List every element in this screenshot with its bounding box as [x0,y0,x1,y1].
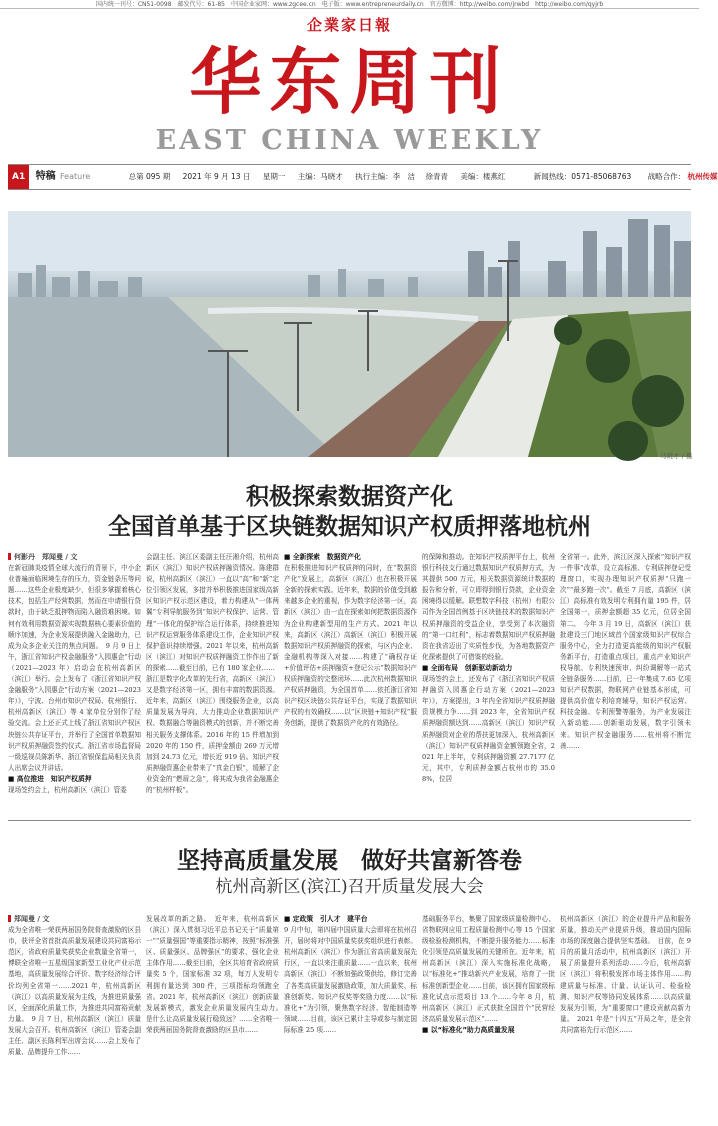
article2-subhead-1: ■ 定政策 引人才 建平台 [284,915,368,923]
article1-subhead-1: ■ 高位推进 知识产权质押 [8,774,92,783]
issue-weekday: 星期一 [262,172,286,181]
brand-name: 企業家日報 [306,16,392,34]
article2-paragraph-1: 成为全省唯一荣获两届国务院督查激励的区县市，获评全省首批高质量发展建设共同富裕示范区，省政府质量奖获奖企业数量全省第一，博联全省唯一五星级国家新型工业化产业示范基地，高质量发展综合评价、数字经济综合评价均列全省第一……2021 年，杭州高新区（滨江）以高质量发展为主线，为推进质量强区，全面深化质量工作，为推进共同富裕贡献力量。 9 月 7 日，杭州高新区（滨江）质量发展大会召开。杭州高新区（滨江）管委会副主任、副区长陈利军出席会议……会上发布了质量、品牌提升工作…… [8,926,141,1057]
riverside-photo [8,211,691,457]
article2-paragraph-2: 发展改革的新之路。 近年来，杭州高新区（滨江）深入贯彻习近平总书记关于“质量第一”“质量强国”等重要指示精神，按照“标准强区、质量强区、品牌强区”的要求，强化企业主体作用……截至目前，全区共培育省政府质量奖 5 个，国家标准 32 项，每万人发明专利拥有量达到 300 件，三项指标均领跑全省。2021 年，杭州高新区（滨江）创新质量发展新模式，激发企业质量发展内生动力。 是什么让高质量发展行稳致远？……全省唯一荣获两届国务院督查激励的区县市…… [146,915,286,1034]
partner-name: 杭州传媒 [687,172,718,181]
article2-column-4 [422,914,555,1122]
article1-paragraph-3: 在积极推进知识产权质押的同时，在“数据资产化”发展上，高新区（滨江）也在积极开展全新的探索实践。近年来，数据的价值受到越来越多企业的重视，作为数字经济第一区，高新区（滨江）由一直在探索如何把数据资源作为企业构建新型用的生产方式。2021 年以来，高新区（滨江）高新区（滨江）积极开展数据知识产权质押融资的探索，与区内企业、金融机构等深入对接……构建了“确权存证+价值评估+质押融资+登记公示”数据知识产权质押融资的完整闭环……此次杭州数据知识产权质押融资，为全国首单……依托浙江省知识产权区块链公共存证平台，实现了数据知识产权的有效确权……以“区块链+知识产权”服务创新，提供了数据资产化的有效路径。 [284,564,417,728]
article1-subhead-2: ■ 全新探索 数据资产化 [284,553,361,561]
writers: 徐青青 [425,172,449,181]
partner-label: 战略合作： [647,172,686,181]
article1-column-3 [284,552,417,812]
article1-column-4 [422,552,555,812]
article1-column-1 [8,552,141,812]
article1-paragraph-4: 的保障和推动。在知识产权质押平台上，杭州银行科技支行通过数据知识产权质押方式，为其提供 500 万元，相关数据资源统计数据的报告和分析，可立即得到银行贷款，企业资金困境得以缓解。联想数字科技（杭州）有限公司作为全国首例基于区块链技术的数据知识产权质押融资的受益企业，享受到了本次融资的“第一口红利”，标志着数据知识产权质押融资在我省迈出了实质性步伐，为各地数据资产化探索提供了可借鉴的经验。 [422,553,555,661]
article1-paragraph-2b: 浙江是数字化改革的先行省，高新区（滨江）又是数字经济第一区，拥有丰富的数据资源。近年来，高新区（滨江）围绕服务企业，以高质量发展为导向，大力推动企业数据知识产权、数据融合等融资模式的创新，并不断完善相关服务支撑体系。2016 年的 15 件增加到 2020 年的 150 件，质押金额由 269 万元增加到 24.73 亿元，增长近 919 倍。知识产权质押融资惠企业带来了“真金白银”，缓解了企业资金的“燃眉之急”，将其成为我省金融惠企的“杭州样板”。 [146,675,279,794]
headline-sub: 全国首单基于区块链数据知识产权质押落地杭州 [108,514,591,540]
article1-subhead-3: ■ 全面布局 创新驱动新动力 [422,663,513,672]
article2-column-2 [146,914,286,1122]
article1-paragraph-1b: 现场签约会上，杭州高新区（滨江）管委 [8,785,127,794]
photo-caption: 马晓才 / 摄 [660,452,693,460]
article2-subhead-2: ■ 以“标准化”助力高质量发展 [422,1025,515,1034]
masthead-english: EAST CHINA WEEKLY [155,125,544,156]
article2-column-5 [560,914,691,1122]
info-bar [8,164,718,190]
news-hotline: 新闻热线：0571-85068763 [533,172,632,181]
article2-paragraph-3: 9 月中旬，第四届中国质量大会即将在杭州召开，届时将对中国质量奖获奖组织进行表彰。杭州高新区（滨江）作为浙江省高质量发展先行区，一直以来注重质量……一直以来，杭州高新区（滨江）不断加强政策供给，修订完善了各类高质量发展激励政策，加大质量奖、标准创新奖、知识产权奖等奖励力度……以“标准化+”为引领，聚焦数字经济、智能制造等领域……目前，该区已累计主导或参与制定国际标准 25 项…… [284,926,417,1034]
section-divider [8,820,691,821]
article1-byline: 何影丹 郑闻曼 / 文 [8,552,141,563]
riverside-photo-drawing [8,211,691,457]
article1-paragraph-4b: 现场签约会上，还发布了《浙江省知识产权质押融资入园惠企行动方案（2021—2023 年）》，方案提出，3 年内全省知识产权质押融资规模力争……到 2023 年，全省知识产权质押融资额达到……高新区（滨江）知识产权质押融资对企业的帮扶更加深入，杭州高新区（滨江）知识产权质押融资金额领跑全省，2021 年上半年，专利质押融资额 27.7177 亿元，其中，专利质押金额占杭州市的 35.08%，位居 [422,675,555,783]
article2-column-1 [8,914,141,1122]
chief-editor: 主编：马晓才 [297,172,343,181]
article2-paragraph-5: 杭州高新区（滨江）的企业提升产品和服务质量，推动关产业提质升级，推动国内国际市场的深度融合提供坚实基础。 目前，在 9 月的质量月活动中，杭州高新区（滨江）开展了质量提升系列活动……今后，杭州高新区（滨江）将积极发挥市场主体作用……构建质量与标准、计量、认证认可、检验检测、知识产权等协同发展体系……以高质量发展为引领，为“重要窗口”建设贡献高新力量。 2021 年是“十四五”开局之年，是全省共同富裕先行示范区…… [560,915,691,1034]
article2-column-3 [284,914,417,1122]
article1-column-2 [146,552,279,812]
section-name: 特稿 [35,171,56,182]
issue-date: 2021 年 9 月 13 日 [182,172,251,181]
executive-editor: 执行主编：李 洁 [355,172,416,181]
headline-main: 积极探索数据资产化 [246,484,453,510]
top-info-line: 国内统一刊号：CN51-0098 邮发代号：61-85 中国企业家网：www.zgcee.cn 电子版：www.entrepreneurdaily.cn 官方微博：http://weibo.com/jrwbd http://weibo.com/qyjrb [0,0,699,9]
headline-2: 坚持高质量发展 做好共富新答卷 [177,848,522,874]
article1-paragraph-2: 会副主任、滨江区委副主任汪湘介绍，杭州高新区（滨江）知识产权质押融资情况。陈建群说，杭州高新区（滨江）一直以“高”和“新”定位引领区发展，多措并举积极推进国家级高新区知识产权示范区建设，着力构建从“一体两翼”专利导航服务到“知识产权保护、运营、管理”一体化的保护综合运行体系，持续推进知识产权运营服务体系建设工作，企业知识产权保护意识持续增强。2021 年以来，杭州高新区（滨江）对知识产权质押融资工作作出了新的探索……截至目前，已有 180 家企业…… [146,553,279,672]
section-name-en: Feature [60,172,91,181]
designer: 美编：楼燕红 [460,172,506,181]
masthead-title: 华东周刊 [189,40,510,124]
article1-paragraph-5: 全省第一。此外，滨江区深入探索“知识产权一件事”改革，设立高标准、专利质押登记受理窗口，实现办理知识产权质押“只跑一次”“最多跑一次”。截至 7 月底，高新区（滨江）高标准有效发明专利拥有量 195 件，居全国第一，质押金额超 35 亿元，位居全国第二。 今年 3 月 19 日，高新区（滨江）获批建设三门地区域首个国家级知识产权综合服务中心，全力打造更高能级的知识产权服务新平台，打造重点项目，重点产业知识产权导航、专利快速预审、纠纷调解等一站式全链条服务……目前，已一年集成 7.65 亿项知识产权数据，物联网产业链基本形成，可提供高价值专利培育辅导，知识产权运营、科技金融、专利预警等服务，为产业发展注入新动能……创新驱动发展，数字引领未来。知识产权金融服务……杭州将不断完善…… [560,553,691,750]
issue-number: 总第 095 期 [128,172,171,181]
article1-paragraph-1: 在新冠肺炎疫情全球大流行的背景下，中小企业普遍面临困境生存的压力，资金链条压等问题……这些企业极度缺少，但很多掌握着核心技术，包括生产经营数据，然而在申请银行贷款时，由于缺乏抵押物而陷入融资难困境。如何有效利用数据资源实现数据核心要素价值的顺序加速，为企业发展提供融入金融助力，已成为众多企业关注的焦点问题。 9 月 9 日上午，浙江省知识产权金融服务“入园惠企”行动（2021—2023 年）启动会在杭州高新区（滨江）举行。会上发布了《浙江省知识产权金融服务“入园惠企”行动方案（2021—2023 年）》，宁波、台州市知识产权局、杭州银行、杭州高新区（滨江）等 4 家单位分别作了经验交流。会上还正式上线了浙江省知识产权区块链公共存证平台，并举行了全国首单数据知识产权质押融资签约仪式。浙江省市场监督局一级巡视员陈新华、浙江省银保监局相关负责人出席会议并讲话。 [8,564,141,772]
article2-paragraph-4a: 基础服务平台，集聚了国家级质量检测中心、省物联网应用工程质量检测中心等 15 个国家级检验检测机构，不断提升服务能力……标准化引领是高质量发展的关键所在。近年来，杭州高新区（滨江）深入实施标准化战略，以“标准化+”推动新兴产业发展，培育了一批标准创新型企业……目前，该区拥有国家级标准化试点示范项目 13 个……今年 8 月，杭州高新区（滨江）正式获批全国首个“民营经济高质量发展示范区”…… [422,915,555,1023]
article1-column-5 [560,552,691,812]
page-number: A1 [8,165,29,189]
headline-2-sub: 杭州高新区(滨江)召开质量发展大会 [215,877,484,897]
article2-byline: 郑闻曼 / 文 [8,914,141,925]
